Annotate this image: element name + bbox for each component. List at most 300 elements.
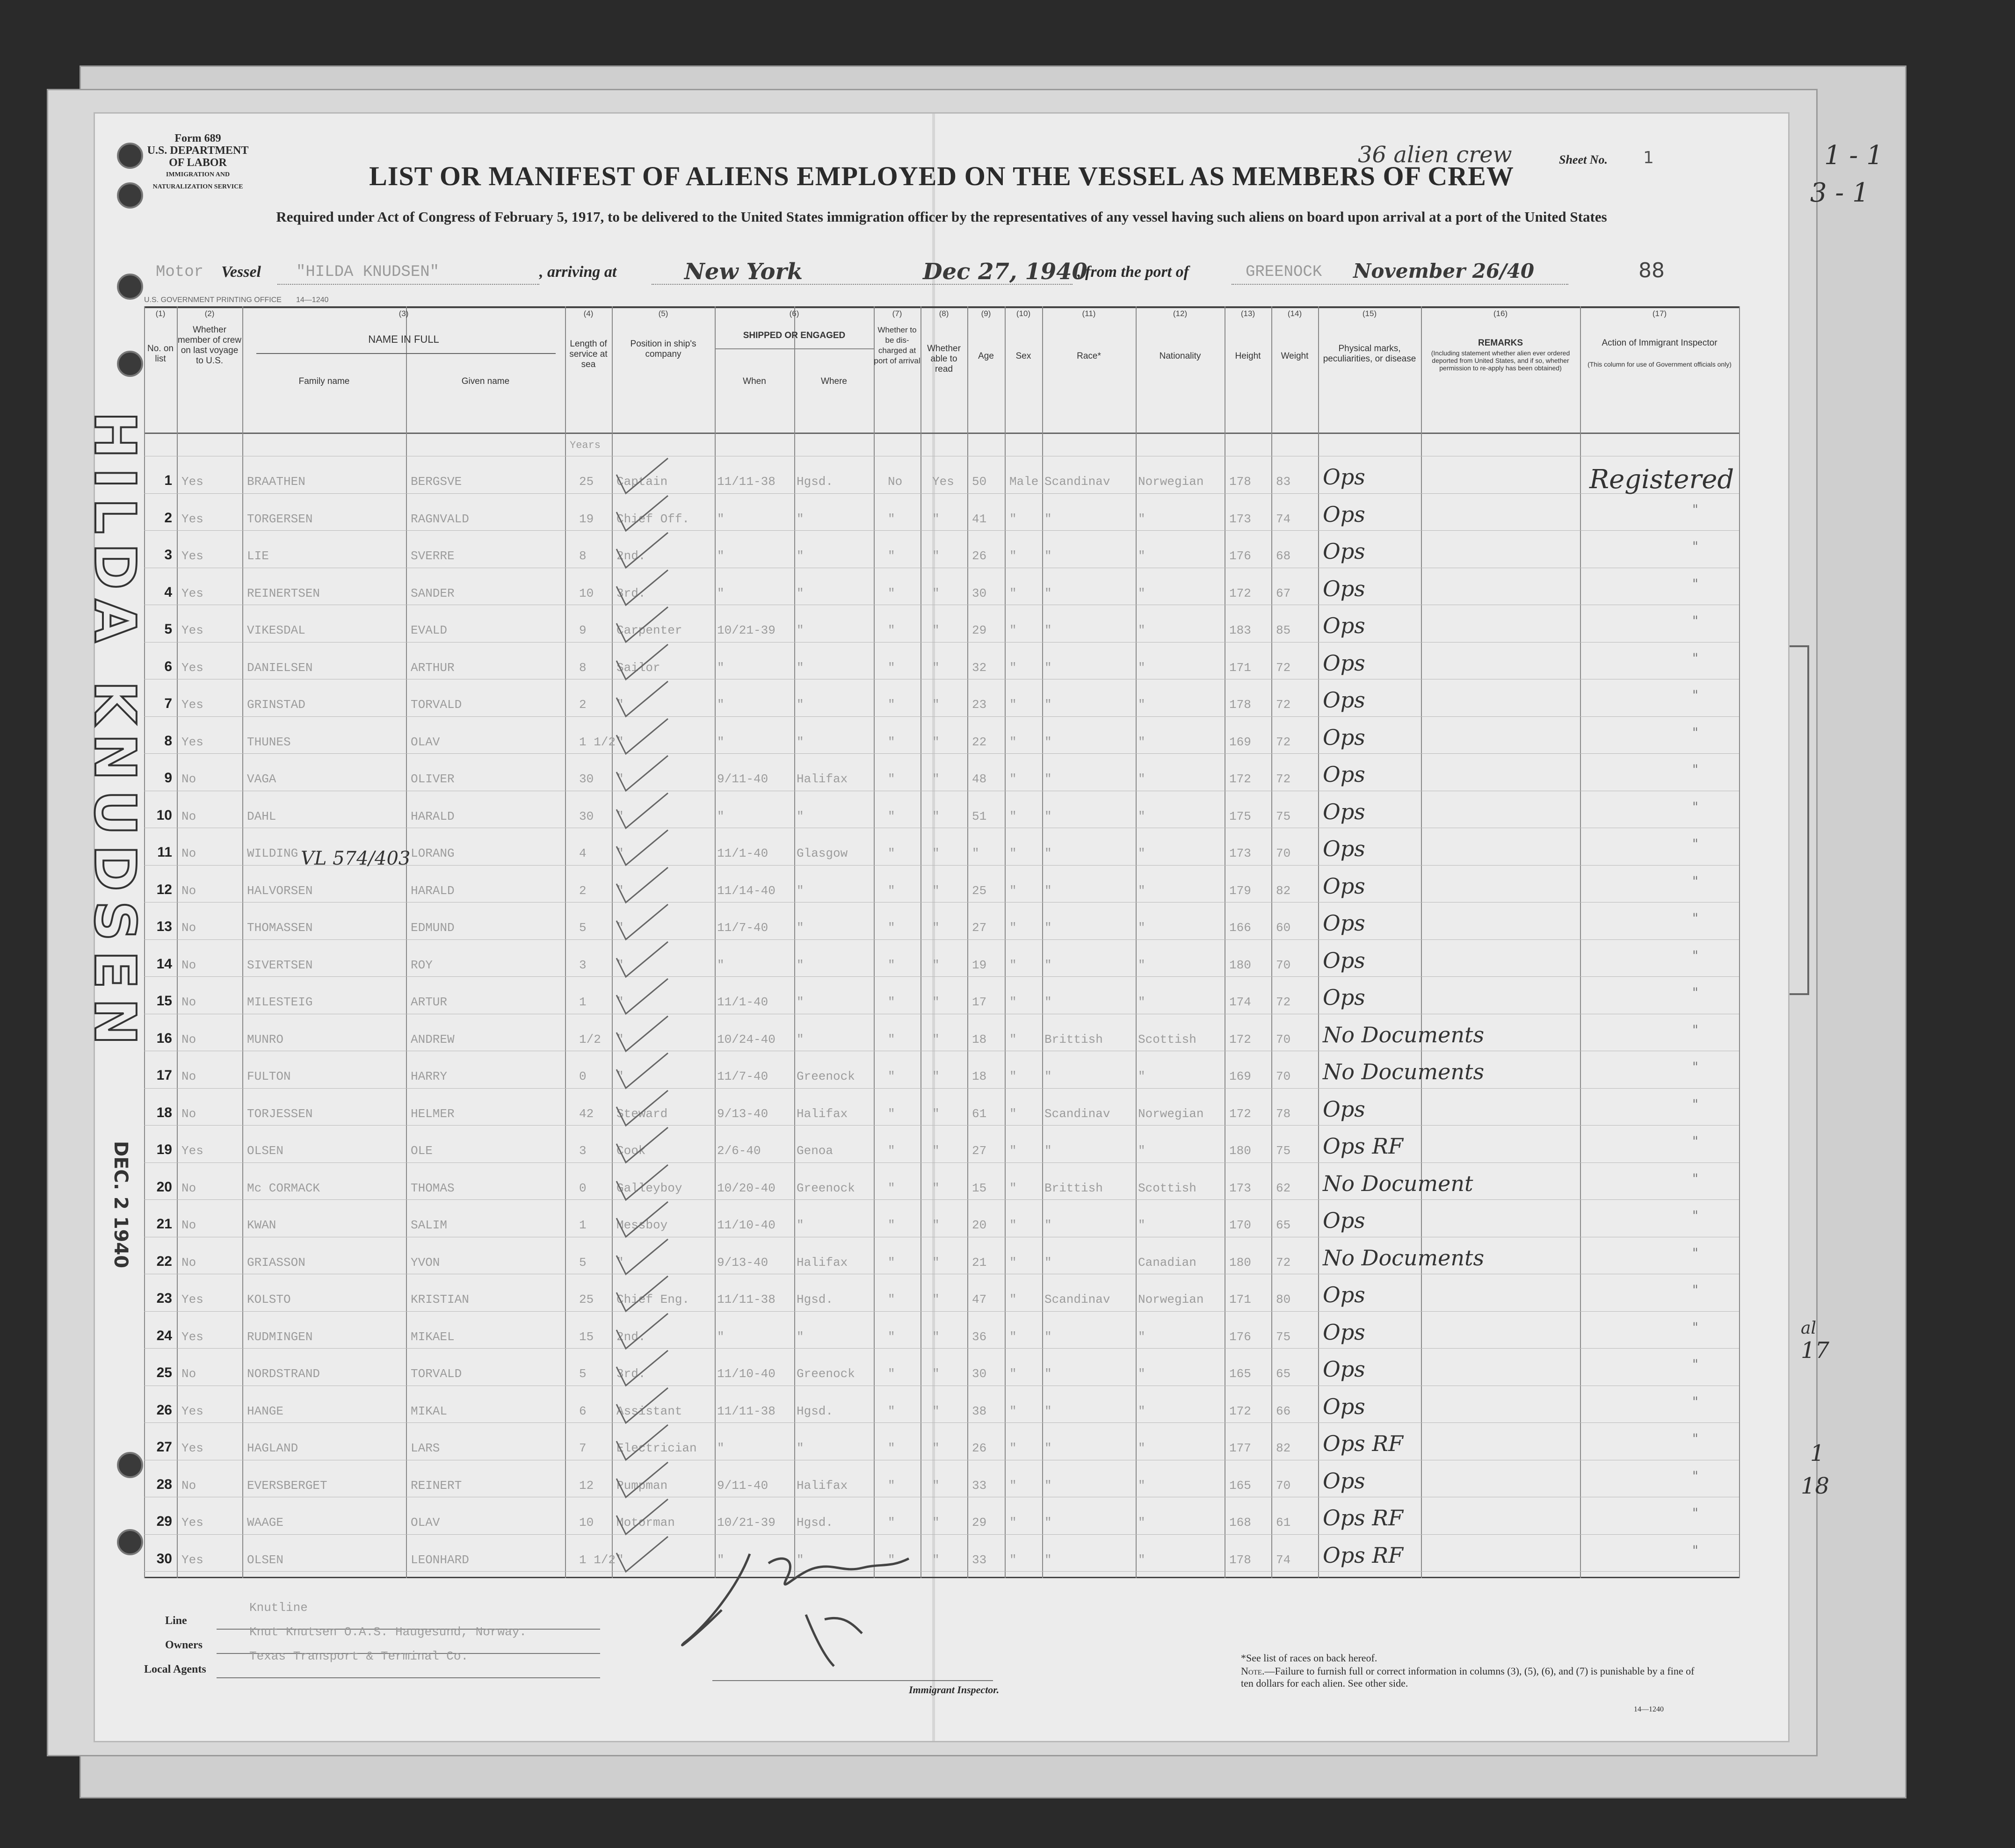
cell-age: 15 bbox=[972, 1181, 987, 1195]
page-number: 88 bbox=[1638, 259, 1665, 282]
header-age: Age bbox=[978, 351, 994, 361]
row-number: 5 bbox=[164, 621, 172, 637]
cell-action: " bbox=[1692, 1357, 1698, 1372]
cell-when: 9/13-40 bbox=[717, 1255, 768, 1270]
cell-nat: " bbox=[1138, 883, 1145, 898]
cell-disch: " bbox=[888, 586, 895, 600]
cell-last: Yes bbox=[181, 698, 203, 712]
cell-where: " bbox=[797, 1218, 804, 1232]
check-mark-icon bbox=[612, 1237, 673, 1279]
cell-nat: " bbox=[1138, 846, 1145, 860]
cell-race: " bbox=[1044, 772, 1052, 786]
cell-when: 10/24-40 bbox=[717, 1032, 776, 1047]
cell-disch: " bbox=[888, 1552, 895, 1567]
cell-given: LEONHARD bbox=[411, 1552, 469, 1567]
cell-given: HARALD bbox=[411, 883, 455, 898]
cell-when: " bbox=[717, 809, 725, 823]
cell-service: 7 bbox=[579, 1441, 587, 1455]
cell-sex: " bbox=[1009, 921, 1017, 935]
cell-race: " bbox=[1044, 883, 1052, 898]
cell-service: 42 bbox=[579, 1106, 594, 1121]
cell-position: Chief Off. bbox=[616, 512, 690, 526]
cell-race: " bbox=[1044, 1552, 1052, 1567]
cell-read: " bbox=[932, 1441, 940, 1455]
crew-note: 36 alien crew bbox=[1358, 142, 1512, 168]
cell-height: 165 bbox=[1229, 1478, 1251, 1493]
check-mark-icon bbox=[612, 753, 673, 795]
cell-weight: 70 bbox=[1276, 1069, 1291, 1083]
cell-read: " bbox=[932, 1329, 940, 1344]
gpo-code: 14—1240 bbox=[296, 296, 329, 304]
check-mark-icon bbox=[612, 1348, 673, 1390]
cell-marks: Ops RF bbox=[1323, 1505, 1403, 1530]
row-line bbox=[144, 716, 1739, 717]
cell-marks: Ops bbox=[1323, 947, 1365, 973]
cell-nat: Canadian bbox=[1138, 1255, 1196, 1270]
fine-note bbox=[1241, 1665, 1709, 1689]
cell-race: Scandinav bbox=[1044, 1292, 1110, 1307]
cell-last: No bbox=[181, 1069, 196, 1083]
vessel-stamp: HILDA KNUDSEN bbox=[82, 411, 147, 1055]
cell-disch: " bbox=[888, 846, 895, 860]
cell-race: Scandinav bbox=[1044, 475, 1110, 489]
cell-read: " bbox=[932, 1478, 940, 1493]
cell-nat: Norwegian bbox=[1138, 1292, 1204, 1307]
cell-when: 11/11-38 bbox=[717, 1404, 776, 1418]
row-number: 2 bbox=[164, 510, 172, 526]
cell-position: Pumpman bbox=[616, 1478, 668, 1493]
cell-last: Yes bbox=[181, 735, 203, 749]
cell-disch: " bbox=[888, 883, 895, 898]
column-line bbox=[565, 306, 566, 1578]
cell-read: " bbox=[932, 1032, 940, 1047]
header-position: Position in ship's company bbox=[630, 339, 696, 359]
tab-lower-value-2: 1 bbox=[1810, 1440, 1825, 1466]
cell-service: 10 bbox=[579, 586, 594, 600]
cell-service: 30 bbox=[579, 809, 594, 823]
row-line bbox=[144, 493, 1739, 494]
cell-weight: 72 bbox=[1276, 698, 1291, 712]
line-label: Line bbox=[165, 1615, 187, 1627]
arriving-label: , arriving at bbox=[539, 263, 617, 281]
column-number: (2) bbox=[204, 309, 215, 318]
cell-sex: " bbox=[1009, 623, 1017, 637]
header-remarks-note: (Including statement whether alien ever ordered deported from United States, and if so, whether permission to re-apply has been obtained) bbox=[1431, 349, 1570, 372]
row-number: 13 bbox=[156, 919, 172, 934]
cell-action: " bbox=[1692, 501, 1698, 517]
check-mark-icon bbox=[612, 939, 673, 982]
cell-where: " bbox=[797, 1329, 804, 1344]
header-race: Race* bbox=[1077, 351, 1101, 361]
cell-disch: " bbox=[888, 512, 895, 526]
cell-given: OLIVER bbox=[411, 772, 455, 786]
cell-given: EDMUND bbox=[411, 921, 455, 935]
stamp-date: DEC. 2 1940 bbox=[110, 1141, 131, 1269]
cell-where: Glasgow bbox=[797, 846, 848, 860]
cell-where: " bbox=[797, 958, 804, 972]
cell-sex: " bbox=[1009, 512, 1017, 526]
column-number: (15) bbox=[1362, 309, 1377, 318]
cell-family: HANGE bbox=[247, 1404, 284, 1418]
cell-race: " bbox=[1044, 1218, 1052, 1232]
cell-sex: " bbox=[1009, 1032, 1017, 1047]
cell-disch: " bbox=[888, 1441, 895, 1455]
cell-height: 172 bbox=[1229, 1404, 1251, 1418]
cell-marks: Ops RF bbox=[1323, 1133, 1403, 1159]
row-line bbox=[144, 1534, 1739, 1535]
cell-last: Yes bbox=[181, 1552, 203, 1567]
cell-disch: " bbox=[888, 660, 895, 675]
cell-age: 17 bbox=[972, 995, 987, 1009]
cell-service: 2 bbox=[579, 698, 587, 712]
check-mark-icon bbox=[612, 1199, 673, 1242]
cell-service: 0 bbox=[579, 1181, 587, 1195]
row-number: 16 bbox=[156, 1030, 172, 1046]
row-number: 18 bbox=[156, 1104, 172, 1120]
cell-given: LORANG bbox=[411, 846, 455, 860]
check-mark-icon bbox=[612, 976, 673, 1018]
cell-sex: " bbox=[1009, 1367, 1017, 1381]
cell-marks: Ops bbox=[1323, 762, 1365, 787]
cell-nat: " bbox=[1138, 1329, 1145, 1344]
cell-marks: Ops bbox=[1323, 985, 1365, 1010]
departure-date: November 26/40 bbox=[1353, 260, 1535, 282]
cell-disch: " bbox=[888, 1404, 895, 1418]
cell-race: " bbox=[1044, 698, 1052, 712]
cell-marks: Ops bbox=[1323, 1208, 1365, 1233]
motor-label: Motor bbox=[156, 263, 204, 281]
cell-height: 171 bbox=[1229, 660, 1251, 675]
vessel-line bbox=[156, 259, 1709, 289]
header-weight: Weight bbox=[1281, 351, 1309, 361]
cell-service: 5 bbox=[579, 1255, 587, 1270]
cell-sex: " bbox=[1009, 1292, 1017, 1307]
cell-when: " bbox=[717, 586, 725, 600]
cell-when: 11/7-40 bbox=[717, 921, 768, 935]
cell-family: SIVERTSEN bbox=[247, 958, 313, 972]
service: IMMIGRATION AND NATURALIZATION SERVICE bbox=[152, 171, 243, 190]
cell-service: 5 bbox=[579, 921, 587, 935]
cell-race: Scandinav bbox=[1044, 1106, 1110, 1121]
column-line bbox=[874, 306, 875, 1578]
cell-service: 3 bbox=[579, 1144, 587, 1158]
punch-hole bbox=[117, 182, 143, 209]
cell-weight: 72 bbox=[1276, 995, 1291, 1009]
cell-race: " bbox=[1044, 586, 1052, 600]
cell-race: " bbox=[1044, 512, 1052, 526]
cell-family: KWAN bbox=[247, 1218, 276, 1232]
cell-position: " bbox=[616, 735, 624, 749]
cell-when: 11/11-38 bbox=[717, 1292, 776, 1307]
cell-height: 183 bbox=[1229, 623, 1251, 637]
column-line bbox=[1042, 306, 1043, 1578]
cell-nat: " bbox=[1138, 698, 1145, 712]
cell-race: " bbox=[1044, 623, 1052, 637]
cell-weight: 62 bbox=[1276, 1181, 1291, 1195]
cell-marks: No Document bbox=[1323, 1170, 1473, 1196]
punch-hole bbox=[117, 143, 143, 169]
cell-where: " bbox=[797, 995, 804, 1009]
cell-age: 18 bbox=[972, 1069, 987, 1083]
cell-given: MIKAEL bbox=[411, 1329, 455, 1344]
cell-when: 11/11-38 bbox=[717, 475, 776, 489]
row-number: 4 bbox=[164, 584, 172, 600]
cell-position: Assistant bbox=[616, 1404, 682, 1418]
cell-disch: " bbox=[888, 1106, 895, 1121]
row-line bbox=[144, 1311, 1739, 1312]
cell-service: 8 bbox=[579, 660, 587, 675]
cell-last: No bbox=[181, 846, 196, 860]
cell-when: " bbox=[717, 660, 725, 675]
column-line bbox=[1421, 306, 1422, 1578]
cell-marks: Ops bbox=[1323, 799, 1365, 824]
cell-age: 23 bbox=[972, 698, 987, 712]
check-mark-icon bbox=[612, 1088, 673, 1130]
cell-given: TORVALD bbox=[411, 698, 462, 712]
column-line bbox=[177, 306, 178, 1578]
cell-family: TORJESSEN bbox=[247, 1106, 313, 1121]
check-mark-icon bbox=[612, 1274, 673, 1316]
cell-nat: " bbox=[1138, 958, 1145, 972]
cell-read: " bbox=[932, 1552, 940, 1567]
cell-weight: 75 bbox=[1276, 1329, 1291, 1344]
cell-disch: " bbox=[888, 698, 895, 712]
cell-read: " bbox=[932, 1181, 940, 1195]
row-number: 9 bbox=[164, 770, 172, 786]
cell-action: " bbox=[1692, 1208, 1698, 1223]
cell-position: " bbox=[616, 958, 624, 972]
cell-position: " bbox=[616, 1255, 624, 1270]
from-port: GREENOCK bbox=[1246, 263, 1322, 281]
cell-family: DANIELSEN bbox=[247, 660, 313, 675]
cell-service: 25 bbox=[579, 475, 594, 489]
cell-family: GRINSTAD bbox=[247, 698, 305, 712]
cell-when: " bbox=[717, 958, 725, 972]
cell-read: " bbox=[932, 921, 940, 935]
line-value: Knutline bbox=[249, 1601, 308, 1615]
cell-weight: 78 bbox=[1276, 1106, 1291, 1121]
cell-disch: " bbox=[888, 1255, 895, 1270]
cell-last: No bbox=[181, 809, 196, 823]
cell-when: " bbox=[717, 698, 725, 712]
check-mark-icon bbox=[612, 1162, 673, 1205]
cell-disch: " bbox=[888, 809, 895, 823]
cell-read: " bbox=[932, 1516, 940, 1530]
cell-action: " bbox=[1692, 539, 1698, 554]
cell-weight: 72 bbox=[1276, 660, 1291, 675]
cell-given: THOMAS bbox=[411, 1181, 455, 1195]
cell-service: 19 bbox=[579, 512, 594, 526]
cell-when: 11/10-40 bbox=[717, 1218, 776, 1232]
cell-where: Hgsd. bbox=[797, 1516, 834, 1530]
cell-race: " bbox=[1044, 660, 1052, 675]
column-number: (13) bbox=[1240, 309, 1255, 318]
gpo-line: U.S. GOVERNMENT PRINTING OFFICE bbox=[144, 296, 282, 304]
check-mark-icon bbox=[612, 1386, 673, 1428]
punch-hole bbox=[117, 351, 143, 377]
cell-position: " bbox=[616, 921, 624, 935]
row-number: 20 bbox=[156, 1179, 172, 1195]
cell-action: " bbox=[1692, 1059, 1698, 1075]
check-mark-icon bbox=[612, 1051, 673, 1093]
cell-weight: 60 bbox=[1276, 921, 1291, 935]
check-mark-icon bbox=[612, 828, 673, 870]
cell-nat: " bbox=[1138, 809, 1145, 823]
cell-family: KOLSTO bbox=[247, 1292, 291, 1307]
cell-family: TORGERSEN bbox=[247, 512, 313, 526]
cell-weight: 72 bbox=[1276, 1255, 1291, 1270]
cell-race: " bbox=[1044, 1516, 1052, 1530]
cell-marks: Ops bbox=[1323, 687, 1365, 713]
check-mark-icon bbox=[612, 493, 673, 535]
cell-position: Electrician bbox=[616, 1441, 697, 1455]
cell-disch: " bbox=[888, 1292, 895, 1307]
cell-race: " bbox=[1044, 1329, 1052, 1344]
cell-when: " bbox=[717, 1552, 725, 1567]
cell-service: 1 bbox=[579, 995, 587, 1009]
cell-action: " bbox=[1692, 1282, 1698, 1298]
cell-age: 36 bbox=[972, 1329, 987, 1344]
cell-sex: " bbox=[1009, 1478, 1017, 1493]
cell-where: Greenock bbox=[797, 1181, 855, 1195]
cell-height: 166 bbox=[1229, 921, 1251, 935]
cell-nat: Scottish bbox=[1138, 1181, 1196, 1195]
row-line bbox=[144, 753, 1739, 754]
check-mark-icon bbox=[612, 642, 673, 684]
cell-weight: 65 bbox=[1276, 1218, 1291, 1232]
cell-given: RAGNVALD bbox=[411, 512, 469, 526]
cell-height: 180 bbox=[1229, 958, 1251, 972]
cell-sex: " bbox=[1009, 1441, 1017, 1455]
cell-weight: 74 bbox=[1276, 1552, 1291, 1567]
cell-action: " bbox=[1692, 1022, 1698, 1038]
cell-sex: " bbox=[1009, 1516, 1017, 1530]
cell-marks: Ops bbox=[1323, 1357, 1365, 1382]
cell-where: Hgsd. bbox=[797, 1292, 834, 1307]
row-number: 23 bbox=[156, 1291, 172, 1306]
cell-service: 0 bbox=[579, 1069, 587, 1083]
cell-family: DAHL bbox=[247, 809, 276, 823]
header-physical-marks: Physical marks, peculiarities, or disease bbox=[1323, 344, 1416, 364]
punch-hole bbox=[117, 1452, 143, 1478]
cell-read: " bbox=[932, 512, 940, 526]
cell-weight: 70 bbox=[1276, 958, 1291, 972]
cell-when: 9/13-40 bbox=[717, 1106, 768, 1121]
cell-service: 4 bbox=[579, 846, 587, 860]
cell-service: 10 bbox=[579, 1516, 594, 1530]
note-text: —Failure to furnish full or correct information in columns (3), (5), (6), and (7) is punishable by a fine of ten dollars for each alien. See other side. bbox=[1241, 1665, 1695, 1689]
cell-position: " bbox=[616, 809, 624, 823]
punch-hole bbox=[117, 274, 143, 300]
column-line bbox=[406, 306, 407, 1578]
cell-marks: Ops bbox=[1323, 501, 1365, 527]
cell-nat: " bbox=[1138, 1441, 1145, 1455]
row-number: 11 bbox=[157, 845, 172, 860]
cell-read: " bbox=[932, 623, 940, 637]
cell-family: MUNRO bbox=[247, 1032, 284, 1047]
column-number: (5) bbox=[658, 309, 668, 318]
tab-lower-value-1: 17 bbox=[1801, 1337, 1830, 1364]
cell-read: " bbox=[932, 735, 940, 749]
cell-action: " bbox=[1692, 1245, 1698, 1261]
cell-last: No bbox=[181, 1181, 196, 1195]
row-number: 17 bbox=[156, 1068, 172, 1083]
cell-marks: No Documents bbox=[1323, 1022, 1485, 1047]
cell-height: 176 bbox=[1229, 549, 1251, 563]
cell-last: No bbox=[181, 1478, 196, 1493]
cell-last: No bbox=[181, 1218, 196, 1232]
cell-age: 47 bbox=[972, 1292, 987, 1307]
cell-sex: " bbox=[1009, 1255, 1017, 1270]
cell-race: " bbox=[1044, 1069, 1052, 1083]
cell-action: " bbox=[1692, 1133, 1698, 1149]
cell-height: 170 bbox=[1229, 1218, 1251, 1232]
check-mark-icon bbox=[612, 568, 673, 610]
cell-read: Yes bbox=[932, 475, 954, 489]
cell-age: 33 bbox=[972, 1552, 987, 1567]
column-number: (16) bbox=[1493, 309, 1508, 318]
cell-nat: " bbox=[1138, 1367, 1145, 1381]
header-length-service: Length of service at sea bbox=[569, 339, 608, 369]
cell-height: 165 bbox=[1229, 1367, 1251, 1381]
cell-where: Genoa bbox=[797, 1144, 834, 1158]
cell-position: 3rd. bbox=[616, 1367, 646, 1381]
cell-last: No bbox=[181, 1367, 196, 1381]
cell-weight: 74 bbox=[1276, 512, 1291, 526]
cell-when: 10/20-40 bbox=[717, 1181, 776, 1195]
cell-race: " bbox=[1044, 1478, 1052, 1493]
cell-age: 30 bbox=[972, 586, 987, 600]
cell-marks: Ops RF bbox=[1323, 1431, 1403, 1456]
cell-weight: 80 bbox=[1276, 1292, 1291, 1307]
cell-height: 180 bbox=[1229, 1255, 1251, 1270]
cell-height: 169 bbox=[1229, 1069, 1251, 1083]
header-sex: Sex bbox=[1015, 351, 1031, 361]
column-line bbox=[715, 306, 716, 1578]
cell-read: " bbox=[932, 883, 940, 898]
cell-weight: 61 bbox=[1276, 1516, 1291, 1530]
row-number: 26 bbox=[156, 1402, 172, 1418]
cell-height: 178 bbox=[1229, 698, 1251, 712]
cell-age: 27 bbox=[972, 1144, 987, 1158]
row-number: 29 bbox=[156, 1514, 172, 1529]
cell-nat: " bbox=[1138, 995, 1145, 1009]
cell-last: Yes bbox=[181, 660, 203, 675]
owners-value: Knut Knutsen O.A.S. Haugesund, Norway. bbox=[249, 1625, 527, 1639]
cell-service: 2 bbox=[579, 883, 587, 898]
cell-race: Brittish bbox=[1044, 1181, 1103, 1195]
check-mark-icon bbox=[612, 679, 673, 721]
header-no-on-list: No. on list bbox=[147, 344, 174, 364]
cell-disch: " bbox=[888, 1516, 895, 1530]
from-label: , from the port of bbox=[1077, 263, 1189, 281]
cell-position: " bbox=[616, 772, 624, 786]
cell-where: Hgsd. bbox=[797, 1404, 834, 1418]
row-number: 15 bbox=[156, 993, 172, 1009]
manifest-paper bbox=[94, 112, 1790, 1742]
row-number: 10 bbox=[156, 807, 172, 823]
cell-position: Sailor bbox=[616, 660, 660, 675]
cell-where: Halifax bbox=[797, 772, 848, 786]
cell-marks: Ops bbox=[1323, 539, 1365, 564]
row-line bbox=[144, 1088, 1739, 1089]
cell-given: ARTUR bbox=[411, 995, 448, 1009]
cell-race: Brittish bbox=[1044, 1032, 1103, 1047]
cell-last: No bbox=[181, 1255, 196, 1270]
cell-action: " bbox=[1692, 1096, 1698, 1112]
cell-age: 20 bbox=[972, 1218, 987, 1232]
cell-action: " bbox=[1692, 1170, 1698, 1186]
